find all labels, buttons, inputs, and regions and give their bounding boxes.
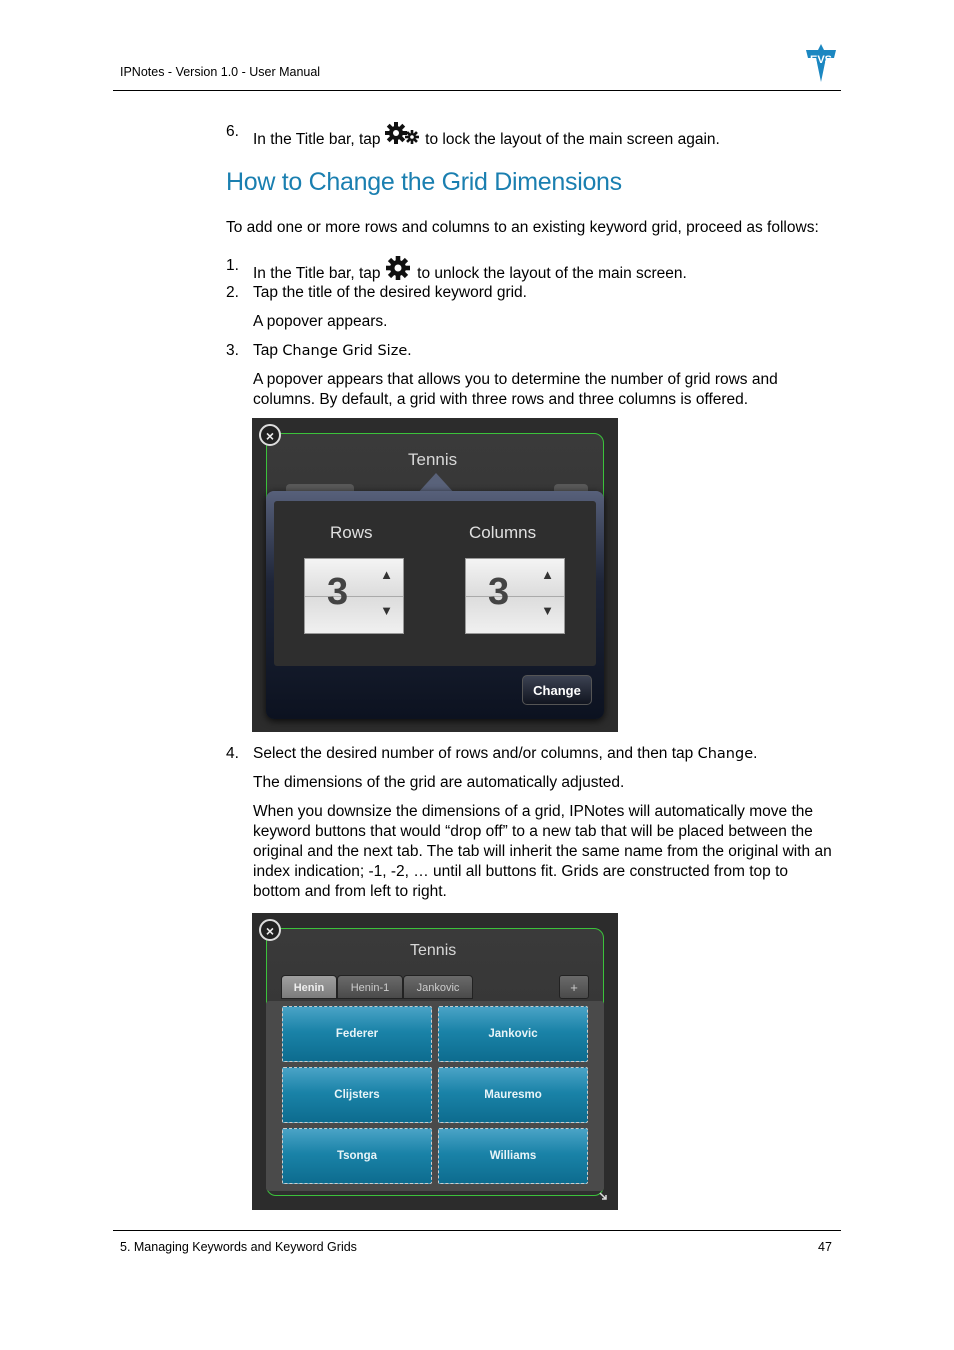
resize-handle-icon[interactable] xyxy=(598,1191,608,1201)
keyword-button[interactable]: Williams xyxy=(438,1128,588,1184)
grid-size-screenshot xyxy=(252,418,618,732)
tab-henin[interactable]: Henin xyxy=(281,975,337,999)
page-number: 47 xyxy=(818,1240,832,1254)
rows-stepper[interactable] xyxy=(304,558,404,634)
columns-stepper[interactable] xyxy=(465,558,565,634)
step-3-ui-label: Change Grid Size xyxy=(282,343,408,359)
keyword-button[interactable]: Mauresmo xyxy=(438,1067,588,1123)
popover-content xyxy=(274,501,596,666)
header-title: IPNotes - Version 1.0 - User Manual xyxy=(120,65,321,79)
step-3-after: . xyxy=(407,342,412,359)
step-1-number: 1. xyxy=(226,257,239,274)
columns-up-icon[interactable]: ▲ xyxy=(541,567,554,582)
step-4-after: . xyxy=(753,745,758,762)
rows-down-icon[interactable]: ▼ xyxy=(380,603,393,618)
step-1-before: In the Title bar, tap xyxy=(253,265,381,282)
keyword-grid xyxy=(266,1001,604,1191)
step-2-note: A popover appears. xyxy=(253,313,388,330)
step-2-number: 2. xyxy=(226,284,239,301)
step-4-ui-label: Change xyxy=(697,746,754,762)
rows-value: 3 xyxy=(327,571,349,613)
columns-value: 3 xyxy=(488,571,510,613)
change-grid-popover xyxy=(266,491,604,719)
step-3-before: Tap xyxy=(253,342,278,359)
keyword-button[interactable]: Federer xyxy=(282,1006,432,1062)
grid-title[interactable]: Tennis xyxy=(408,450,458,469)
keyword-button[interactable]: Clijsters xyxy=(282,1067,432,1123)
header-divider xyxy=(113,90,841,91)
resized-grid-screenshot xyxy=(252,913,618,1210)
close-icon[interactable]: × xyxy=(259,424,281,446)
gear-icon xyxy=(385,256,413,282)
intro-text: To add one or more rows and columns to an existing keyword grid, proceed as follows: xyxy=(226,219,819,236)
change-button[interactable]: Change xyxy=(522,675,592,705)
rows-up-icon[interactable]: ▲ xyxy=(380,567,393,582)
step-6-before: In the Title bar, tap xyxy=(253,131,381,148)
keyword-button[interactable]: Jankovic xyxy=(438,1006,588,1062)
tab-jankovic[interactable]: Jankovic xyxy=(403,975,473,999)
double-gear-icon xyxy=(385,122,421,148)
evs-logo-text: EVS xyxy=(809,54,833,66)
columns-down-icon[interactable]: ▼ xyxy=(541,603,554,618)
step-2-text: Tap the title of the desired keyword grid. xyxy=(253,284,527,301)
tab-henin-1[interactable]: Henin-1 xyxy=(337,975,403,999)
columns-label: Columns xyxy=(469,523,537,542)
step-3-number: 3. xyxy=(226,342,239,359)
grid-title[interactable]: Tennis xyxy=(410,942,457,959)
footer-divider xyxy=(113,1230,841,1231)
step-4-text xyxy=(253,744,843,764)
step-4-number: 4. xyxy=(226,745,239,762)
rows-label: Rows xyxy=(330,523,373,542)
step-4-note-2: When you downsize the dimensions of a grid, IPNotes will automatically move the keyword buttons that would “drop off” to a new tab that will be placed between the original and the next tab. The tab will inherit the same name from the original with an index indication; -1, -2, … until all buttons fit. Grids are constructed from top to bottom and from left to right. xyxy=(253,803,832,900)
step-6-number: 6. xyxy=(226,123,239,140)
step-6-text xyxy=(253,122,843,150)
step-4-before: Select the desired number of rows and/or columns, and then tap xyxy=(253,745,694,762)
section-heading: How to Change the Grid Dimensions xyxy=(226,168,622,196)
step-3-note: A popover appears that allows you to determine the number of grid rows and columns. By default, a grid with three rows and three columns is offered. xyxy=(253,371,778,408)
step-6-after: to lock the layout of the main screen again. xyxy=(425,131,720,148)
keyword-button[interactable]: Tsonga xyxy=(282,1128,432,1184)
evs-logo xyxy=(804,44,838,82)
step-3-text xyxy=(253,341,843,361)
step-1-after: to unlock the layout of the main screen. xyxy=(417,265,687,282)
step-4-note-1: The dimensions of the grid are automatically adjusted. xyxy=(253,774,625,791)
footer-chapter: 5. Managing Keywords and Keyword Grids xyxy=(120,1240,357,1254)
add-tab-button[interactable]: + xyxy=(559,975,589,999)
close-icon[interactable]: × xyxy=(259,919,281,941)
step-1-text xyxy=(253,256,843,284)
